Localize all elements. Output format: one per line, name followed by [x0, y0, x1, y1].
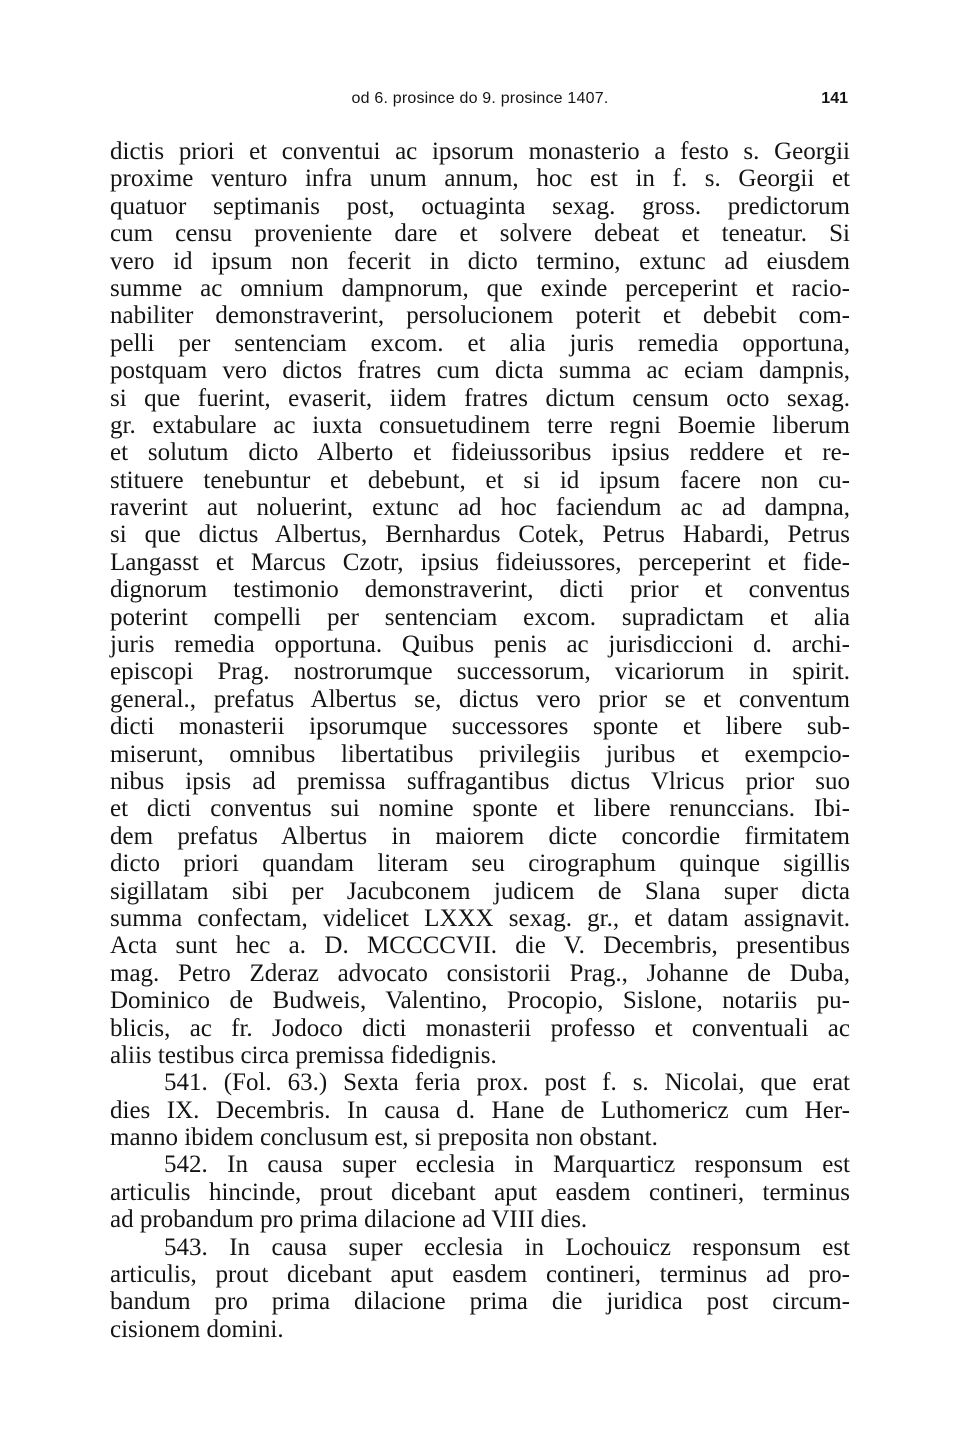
text-line: summe ac omnium dampnorum, que exinde perceperint et racio- — [110, 274, 850, 302]
text-line: bandum pro prima dilacione prima die juridica post circum- — [110, 1288, 850, 1316]
text-line: mag. Petro Zderaz advocato consistorii Prag., Johanne de Duba, — [110, 959, 850, 987]
text-line: Langasst et Marcus Czotr, ipsius fideiussores, perceperint et fide- — [110, 548, 850, 576]
text-line: dies IX. Decembris. In causa d. Hane de Luthomericz cum Her- — [110, 1096, 850, 1124]
text-line: stituere tenebuntur et debebunt, et si id ipsum facere non cu- — [110, 466, 850, 494]
text-line: nabiliter demonstraverint, persolucionem poterit et debebit com- — [110, 302, 850, 330]
text-line: articulis hincinde, prout dicebant aput easdem contineri, terminus — [110, 1178, 850, 1206]
text-line: raverint aut noluerint, extunc ad hoc faciendum ac ad dampna, — [110, 494, 850, 522]
entry-541-line: 541. (Fol. 63.) Sexta feria prox. post f. s. Nicolai, que erat — [164, 1069, 850, 1097]
text-line: juris remedia opportuna. Quibus penis ac jurisdiccioni d. archi- — [110, 631, 850, 659]
text-line: si que fuerint, evaserit, iidem fratres dictum censum octo sexag. — [110, 384, 850, 412]
text-line: blicis, ac fr. Jodoco dicti monasterii professo et conventuali ac — [110, 1014, 850, 1042]
text-line: cisionem domini. — [110, 1315, 284, 1343]
text-line: proxime venturo infra unum annum, hoc est in f. s. Georgii et — [110, 165, 850, 193]
text-line: manno ibidem conclusum est, si preposita non obstant. — [110, 1124, 658, 1152]
text-line: nibus ipsis ad premissa suffragantibus dictus Vlricus prior suo — [110, 767, 850, 795]
text-line: et dicti conventus sui nomine sponte et libere renunccians. Ibi- — [110, 795, 850, 823]
text-line: Acta sunt hec a. D. MCCCCVII. die V. Decembris, presentibus — [110, 932, 850, 960]
text-line: et solutum dicto Alberto et fideiussoribus ipsius reddere et re- — [110, 439, 850, 467]
running-header — [0, 86, 960, 114]
entry-543-line: 543. In causa super ecclesia in Lochouicz responsum est — [164, 1233, 850, 1261]
text-line: dictis priori et conventui ac ipsorum monasterio a festo s. Georgii — [110, 138, 850, 165]
text-line: gr. extabulare ac iuxta consuetudinem terre regni Boemie liberum — [110, 411, 850, 439]
text-line: poterint compelli per sentenciam excom. supradictam et alia — [110, 603, 850, 631]
text-line: quatuor septimanis post, octuaginta sexag. gross. predictorum — [110, 192, 850, 220]
text-line: cum censu proveniente dare et solvere debeat et teneatur. Si — [110, 220, 850, 248]
body-text — [110, 138, 850, 1343]
text-line: postquam vero dictos fratres cum dicta summa ac eciam dampnis, — [110, 357, 850, 385]
text-line: Dominico de Budweis, Valentino, Procopio, Sislone, notariis pu- — [110, 987, 850, 1015]
text-line: summa confectam, videlicet LXXX sexag. gr., et datam assignavit. — [110, 904, 850, 932]
text-line: si que dictus Albertus, Bernhardus Cotek, Petrus Habardi, Petrus — [110, 521, 850, 549]
text-line: pelli per sentenciam excom. et alia juris remedia opportuna, — [110, 329, 850, 357]
page-number: 141 — [821, 90, 848, 107]
text-line: dignorum testimonio demonstraverint, dicti prior et conventus — [110, 576, 850, 604]
text-line: ad probandum pro prima dilacione ad VIII dies. — [110, 1206, 588, 1234]
text-line: aliis testibus circa premissa fidedignis. — [110, 1041, 497, 1069]
running-title: od 6. prosince do 9. prosince 1407. — [351, 90, 609, 107]
text-line: articulis, prout dicebant aput easdem contineri, terminus ad pro- — [110, 1261, 850, 1289]
text-line: dicti monasterii ipsorumque successores sponte et libere sub- — [110, 713, 850, 741]
entry-542-line: 542. In causa super ecclesia in Marquarticz responsum est — [164, 1151, 850, 1179]
text-line: dem prefatus Albertus in maiorem dicte concordie firmitatem — [110, 822, 850, 850]
text-line: miserunt, omnibus libertatibus privilegiis juribus et exempcio- — [110, 740, 850, 768]
text-line: vero id ipsum non fecerit in dicto termino, extunc ad eiusdem — [110, 247, 850, 275]
text-line: general., prefatus Albertus se, dictus vero prior se et conventum — [110, 685, 850, 713]
text-line: dicto priori quandam literam seu cirographum quinque sigillis — [110, 850, 850, 878]
text-line: episcopi Prag. nostrorumque successorum, vicariorum in spirit. — [110, 658, 850, 686]
text-line: sigillatam sibi per Jacubconem judicem de Slana super dicta — [110, 877, 850, 905]
